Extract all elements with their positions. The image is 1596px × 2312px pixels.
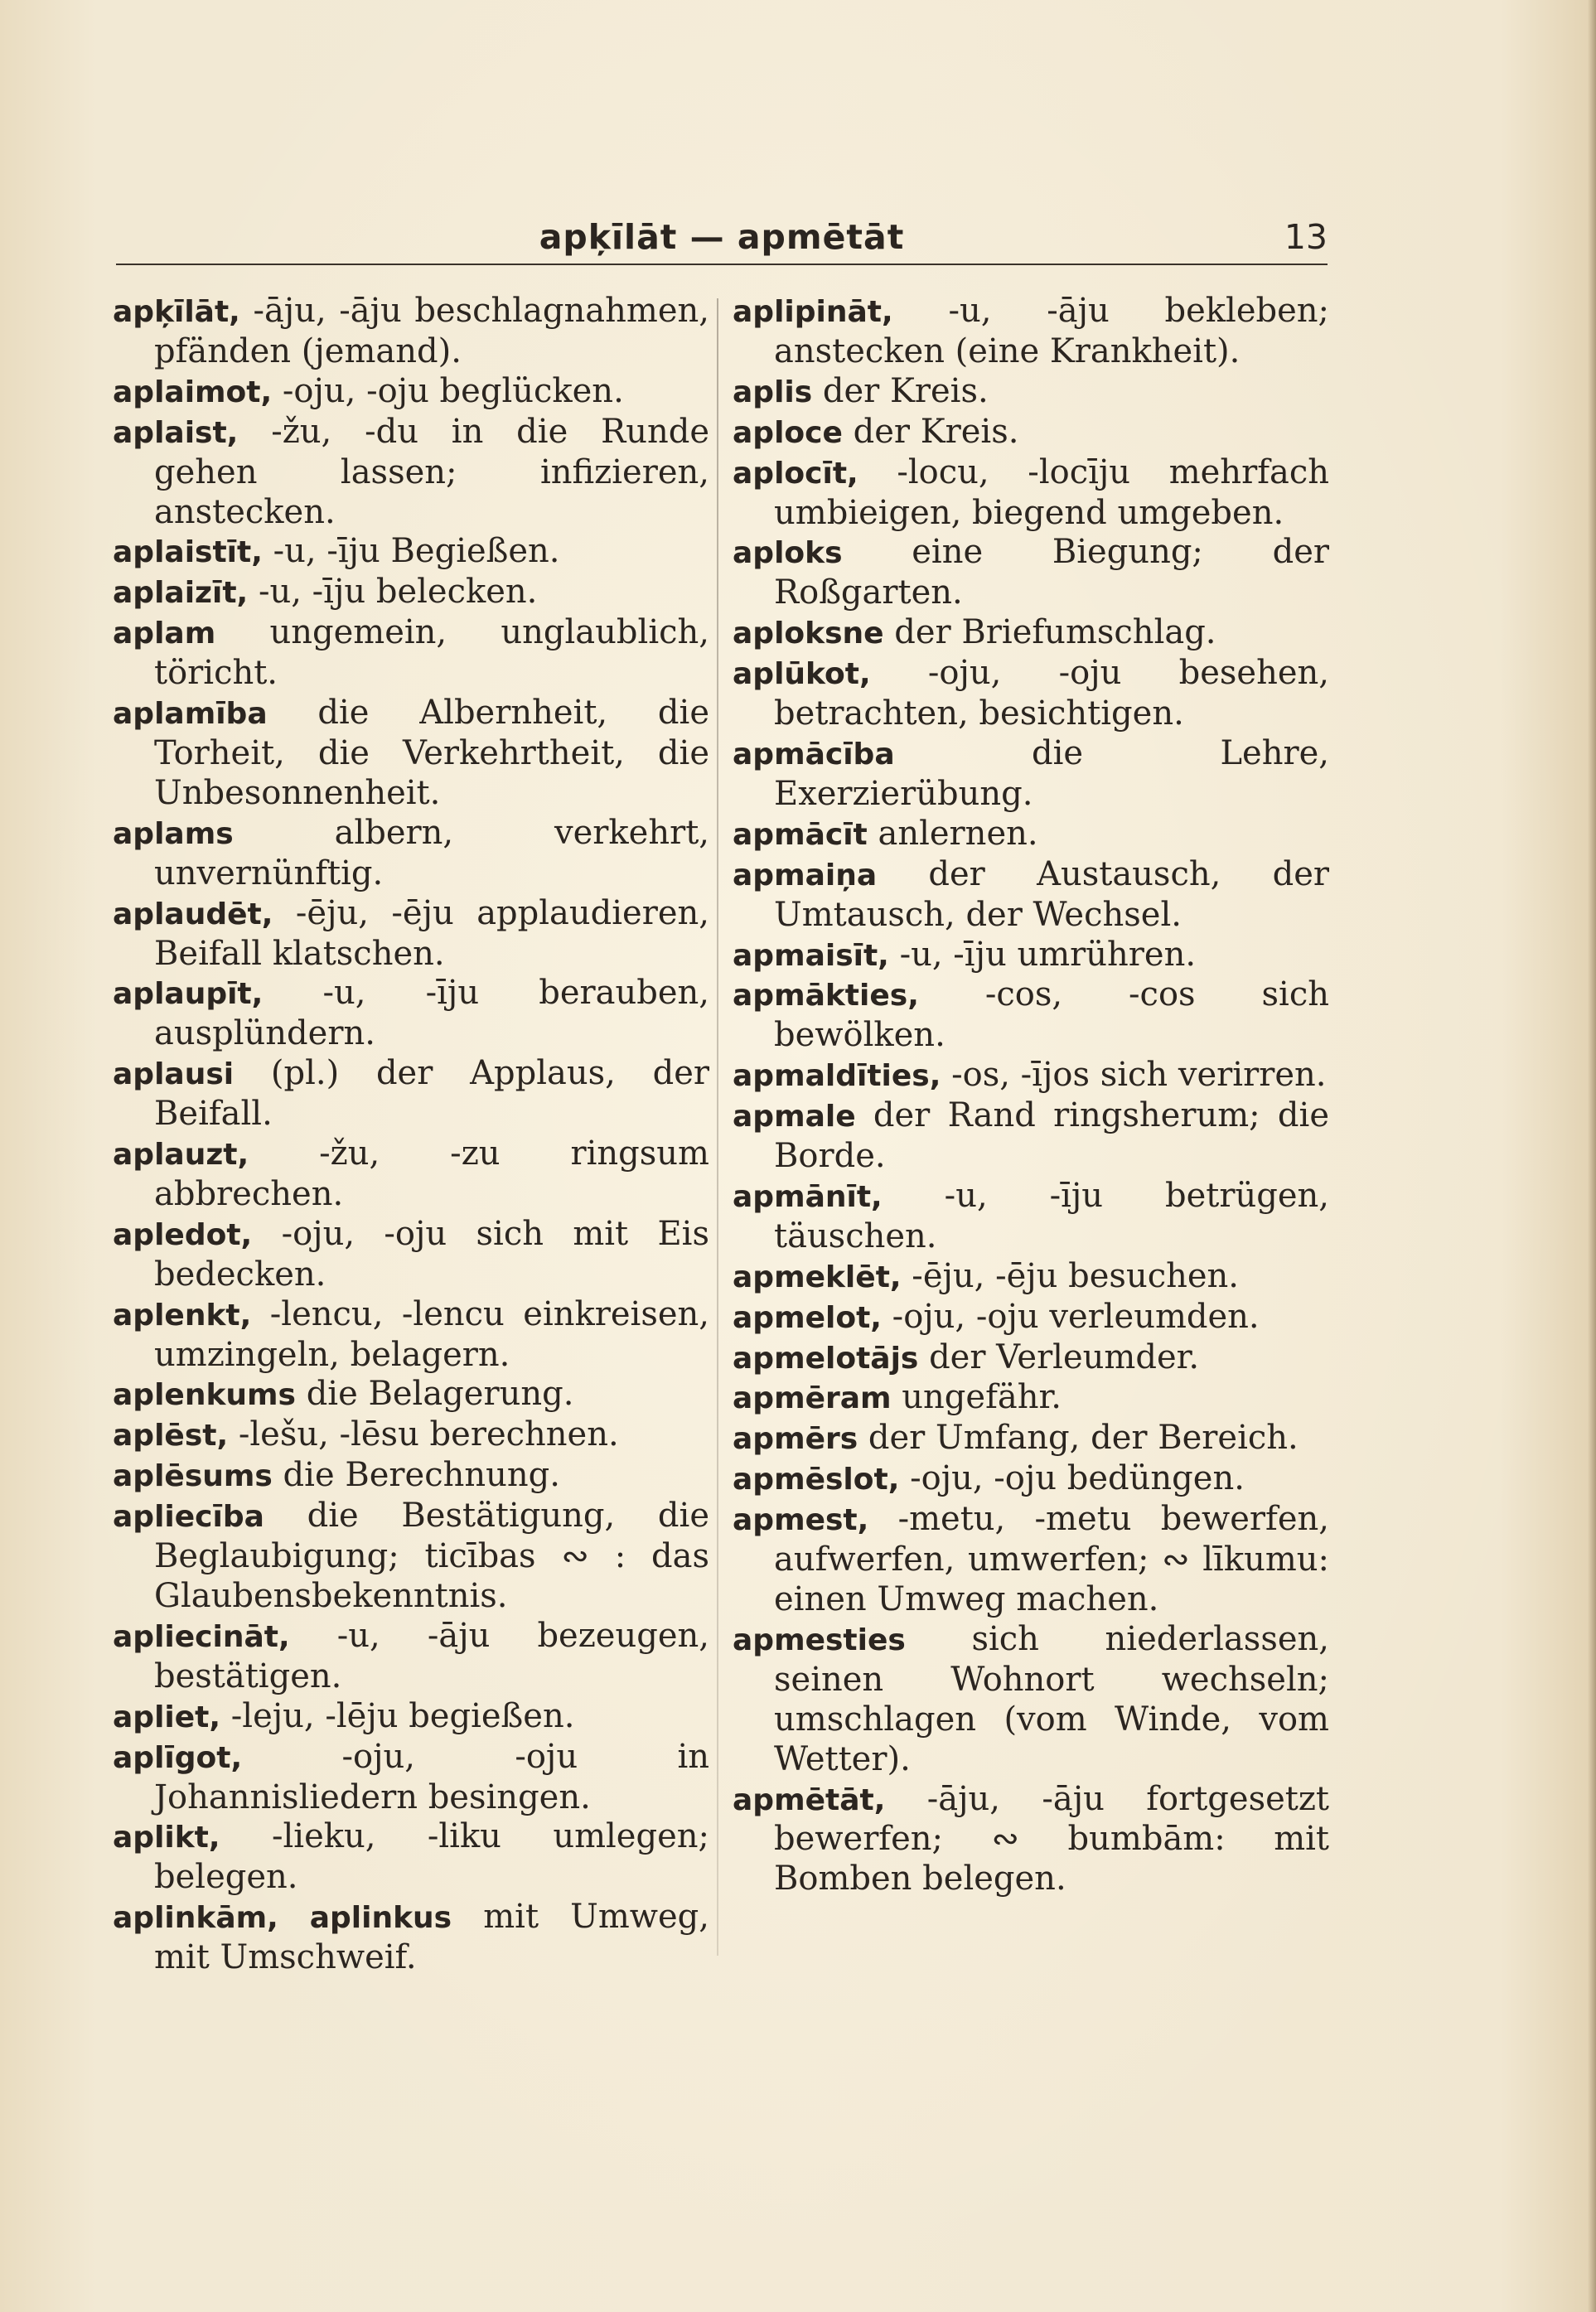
entry-headword: apmācība bbox=[733, 737, 895, 771]
dictionary-entry bbox=[733, 372, 1329, 413]
entry-headword: apmākties, bbox=[733, 979, 919, 1013]
entry-headword: aplaupīt, bbox=[113, 977, 264, 1012]
entry-definition: -oju, -oju bedüngen. bbox=[910, 1459, 1245, 1498]
dictionary-entry bbox=[113, 1697, 709, 1738]
dictionary-entry bbox=[733, 1056, 1329, 1096]
entry-headword: apledot, bbox=[113, 1217, 253, 1252]
entry-definition: -āju, -āju beschlagnahmen, pfänden (jemand). bbox=[154, 292, 709, 370]
entry-headword: aplausi bbox=[113, 1057, 235, 1092]
entry-definition: -leju, -lēju begießen. bbox=[230, 1696, 575, 1735]
entry-headword: aplaudēt, bbox=[113, 897, 273, 931]
dictionary-entry bbox=[733, 1459, 1329, 1500]
dictionary-entry bbox=[113, 1054, 709, 1134]
dictionary-entry bbox=[733, 453, 1329, 534]
dictionary-entry bbox=[113, 1415, 709, 1456]
entry-headword: aplūkot, bbox=[733, 657, 871, 692]
dictionary-entry bbox=[113, 1497, 709, 1617]
dictionary-entry bbox=[733, 533, 1329, 613]
dictionary-entry bbox=[113, 694, 709, 814]
entry-headword: aplēsums bbox=[113, 1459, 273, 1494]
entry-headword: apmaiņa bbox=[733, 858, 878, 892]
entry-headword: aplenkums bbox=[113, 1378, 296, 1413]
dictionary-entry bbox=[113, 1456, 709, 1497]
entry-definition: -cos, -cos sich bewölken. bbox=[774, 975, 1329, 1055]
entry-headword: apliecināt, bbox=[113, 1619, 290, 1654]
entry-headword: apmelot, bbox=[733, 1300, 882, 1335]
dictionary-entry bbox=[113, 814, 709, 894]
entry-headword: apmeklēt, bbox=[733, 1260, 902, 1294]
left-column bbox=[113, 292, 709, 1978]
entry-headword: aplīgot, bbox=[113, 1740, 243, 1775]
dictionary-entry bbox=[733, 975, 1329, 1056]
entry-definition: -u, -īju belecken. bbox=[258, 573, 538, 612]
entry-definition: -metu, -metu bewerfen, aufwerfen, umwerfen; ∾ līkumu: einen Umweg machen. bbox=[774, 1500, 1330, 1618]
dictionary-entry bbox=[113, 1215, 709, 1295]
entry-definition: -u, -īju berauben, ausplündern. bbox=[154, 974, 710, 1053]
entry-headword: apmēslot, bbox=[733, 1463, 900, 1497]
entry-headword: apmānīt, bbox=[733, 1179, 883, 1214]
dictionary-entry bbox=[733, 1620, 1329, 1780]
dictionary-entry bbox=[113, 1817, 709, 1898]
dictionary-entry bbox=[113, 1134, 709, 1215]
entry-headword: apmērs bbox=[733, 1422, 858, 1457]
dictionary-entry bbox=[733, 413, 1329, 453]
entry-definition: -u, -āju bezeugen, bestätigen. bbox=[154, 1616, 709, 1695]
dictionary-entry bbox=[113, 1898, 709, 1978]
dictionary-entry bbox=[733, 1419, 1329, 1459]
entry-headword: aplaist, bbox=[113, 415, 239, 450]
entry-definition: -os, -ījos sich verirren. bbox=[951, 1056, 1327, 1095]
entry-headword: aplēst, bbox=[113, 1419, 229, 1453]
dictionary-entry bbox=[733, 1378, 1329, 1419]
entry-definition: ungefähr. bbox=[902, 1378, 1062, 1417]
dictionary-entry bbox=[113, 894, 709, 975]
dictionary-entry bbox=[733, 1257, 1329, 1298]
entry-definition: der Umfang, der Bereich. bbox=[868, 1419, 1299, 1458]
dictionary-entry bbox=[733, 815, 1329, 855]
dictionary-entry bbox=[733, 1177, 1329, 1257]
column-divider bbox=[717, 298, 718, 1956]
entry-definition: die Lehre, Exerzierübung. bbox=[774, 733, 1329, 813]
entry-definition: (pl.) der Applaus, der Beifall. bbox=[154, 1054, 709, 1134]
dictionary-entry bbox=[113, 613, 709, 694]
dictionary-entry bbox=[113, 532, 709, 573]
entry-headword: apmācīt bbox=[733, 817, 868, 852]
entry-definition: der Kreis. bbox=[853, 412, 1019, 451]
entry-headword: aplocīt, bbox=[733, 456, 858, 491]
entry-headword: apmaisīt, bbox=[733, 938, 889, 973]
entry-headword: aplipināt, bbox=[733, 295, 893, 329]
entry-definition: der Kreis. bbox=[822, 371, 989, 410]
page-edge bbox=[1588, 0, 1596, 2312]
dictionary-entry bbox=[113, 1617, 709, 1697]
entry-headword: aplaizīt, bbox=[113, 576, 249, 611]
dictionary-entry bbox=[113, 1295, 709, 1376]
entry-headword: aplenkt, bbox=[113, 1298, 252, 1333]
entry-definition: die Berechnung. bbox=[283, 1456, 560, 1495]
entry-definition: -ēju, -ēju applaudieren, Beifall klatschen. bbox=[154, 893, 710, 973]
entry-headword: apmale bbox=[733, 1100, 856, 1134]
dictionary-entry bbox=[113, 372, 709, 413]
entry-definition: albern, verkehrt, unvernünftig. bbox=[154, 813, 709, 892]
page-number: 13 bbox=[1284, 217, 1328, 257]
entry-definition: der Briefumschlag. bbox=[894, 613, 1216, 652]
entry-definition: -lešu, -lēsu berechnen. bbox=[238, 1415, 619, 1454]
entry-headword: apmelotājs bbox=[733, 1341, 919, 1376]
entry-definition: anlernen. bbox=[878, 814, 1038, 853]
dictionary-entry bbox=[113, 573, 709, 613]
dictionary-entry bbox=[733, 734, 1329, 815]
entry-definition: -žu, -du in die Runde gehen lassen; infizieren, anstecken. bbox=[154, 412, 709, 531]
dictionary-entry bbox=[113, 1738, 709, 1818]
entry-headword: apmest, bbox=[733, 1503, 869, 1538]
entry-definition: der Verleumder. bbox=[929, 1337, 1200, 1376]
entry-definition: -oju, -oju besehen, betrachten, besichtigen. bbox=[774, 654, 1329, 733]
entry-headword: apliecība bbox=[113, 1500, 264, 1535]
entry-headword: aplaimot, bbox=[113, 375, 273, 409]
header-title: apķīlāt — apmētāt bbox=[539, 217, 905, 257]
dictionary-entry bbox=[113, 292, 709, 372]
entry-headword: apmaldīties, bbox=[733, 1059, 941, 1094]
entry-definition: die Albernheit, die Torheit, die Verkehrtheit, die Unbesonnenheit. bbox=[154, 694, 709, 812]
entry-headword: aploksne bbox=[733, 617, 884, 651]
header-rule bbox=[116, 264, 1328, 265]
entry-definition: -lencu, -lencu einkreisen, umzingeln, belagern. bbox=[154, 1294, 710, 1374]
entry-headword: apliet, bbox=[113, 1700, 221, 1734]
right-column bbox=[733, 292, 1329, 1899]
entry-definition: -locu, -locīju mehrfach umbieigen, biegend umgeben. bbox=[774, 452, 1330, 532]
dictionary-entry bbox=[733, 1298, 1329, 1338]
entry-definition: -u, -īju umrühren. bbox=[899, 935, 1197, 974]
entry-definition: -oju, -oju in Johannisliedern besingen. bbox=[154, 1737, 709, 1816]
dictionary-entry bbox=[733, 613, 1329, 654]
entry-headword: apmēram bbox=[733, 1381, 892, 1416]
dictionary-entry bbox=[113, 1375, 709, 1415]
entry-definition: -u, -īju Begießen. bbox=[273, 532, 560, 571]
entry-headword: aplis bbox=[733, 375, 813, 409]
entry-headword: apķīlāt, bbox=[113, 295, 240, 329]
entry-headword: aplauzt, bbox=[113, 1138, 249, 1173]
entry-definition: ungemein, unglaublich, töricht. bbox=[154, 613, 709, 693]
dictionary-entry bbox=[733, 1500, 1329, 1620]
entry-definition: -u, -āju bekleben; anstecken (eine Krankheit). bbox=[774, 292, 1330, 370]
entry-headword: aplam bbox=[113, 617, 216, 651]
entry-headword: aplikt, bbox=[113, 1821, 220, 1855]
dictionary-entry bbox=[733, 1780, 1329, 1900]
entry-definition: -u, -īju betrügen, täuschen. bbox=[774, 1176, 1329, 1255]
dictionary-entry bbox=[113, 974, 709, 1054]
running-header bbox=[116, 217, 1328, 265]
entry-definition: der Rand ringsherum; die Borde. bbox=[774, 1096, 1329, 1176]
entry-headword: aploce bbox=[733, 415, 843, 450]
entry-definition: die Bestätigung, die Beglaubigung; ticības ∾ : das Glaubensbekenntnis. bbox=[154, 1497, 710, 1615]
dictionary-entry bbox=[733, 1338, 1329, 1379]
entry-headword: aplamība bbox=[113, 697, 268, 732]
entry-definition: mit Umweg, mit Umschweif. bbox=[154, 1898, 709, 1977]
dictionary-entry bbox=[733, 1096, 1329, 1177]
entry-headword: aplams bbox=[113, 816, 234, 851]
dictionary-entry bbox=[733, 292, 1329, 372]
entry-definition: -ēju, -ēju besuchen. bbox=[912, 1256, 1240, 1295]
entry-definition: die Belagerung. bbox=[306, 1375, 574, 1414]
dictionary-entry bbox=[113, 413, 709, 533]
entry-definition: -oju, -oju sich mit Eis bedecken. bbox=[154, 1214, 710, 1294]
dictionary-entry bbox=[733, 936, 1329, 976]
entry-headword: apmētāt, bbox=[733, 1782, 886, 1817]
entry-definition: -oju, -oju verleumden. bbox=[892, 1297, 1260, 1336]
entry-headword: apmesties bbox=[733, 1623, 906, 1657]
entry-definition: eine Biegung; der Roßgarten. bbox=[774, 533, 1330, 612]
entry-definition: -oju, -oju beglücken. bbox=[282, 371, 624, 410]
entry-definition: -āju, -āju fortgesetzt bewerfen; ∾ bumbām: mit Bomben belegen. bbox=[774, 1779, 1330, 1898]
entry-headword: aplinkām, aplinkus bbox=[113, 1901, 452, 1936]
dictionary-entry bbox=[733, 855, 1329, 936]
entry-headword: aploks bbox=[733, 536, 843, 571]
entry-definition: der Austausch, der Umtausch, der Wechsel. bbox=[774, 854, 1329, 934]
entry-definition: -žu, -zu ringsum abbrechen. bbox=[154, 1134, 709, 1213]
dictionary-entry bbox=[733, 654, 1329, 734]
entry-definition: sich niederlassen, seinen Wohnort wechseln; umschlagen (vom Winde, vom Wetter). bbox=[774, 1619, 1330, 1778]
entry-definition: -lieku, -liku umlegen; belegen. bbox=[154, 1817, 709, 1897]
entry-headword: aplaistīt, bbox=[113, 535, 263, 570]
